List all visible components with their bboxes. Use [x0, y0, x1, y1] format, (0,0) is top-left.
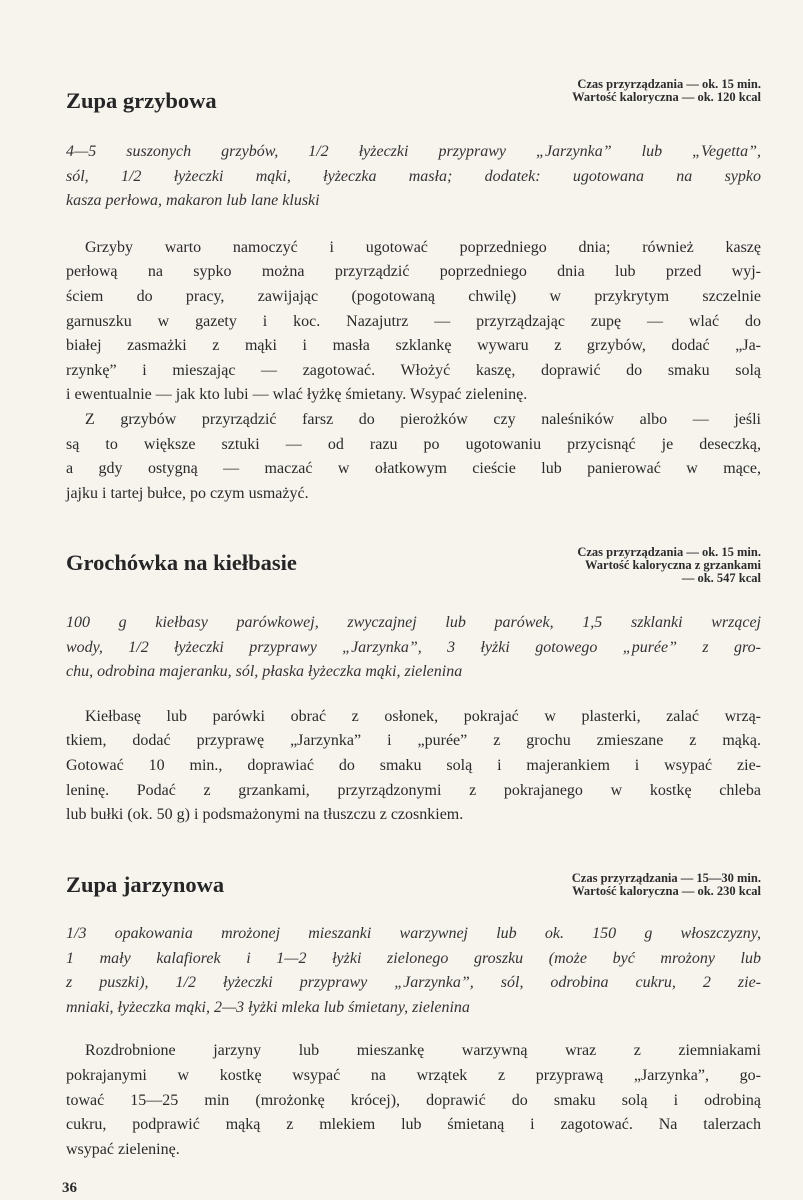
instructions [66, 1039, 761, 1162]
recipe-header [66, 862, 761, 902]
recipe-title: Zupa jarzynowa [66, 872, 225, 897]
instructions-line: Gotować 10 min., doprawiać do smaku solą i majerankiem i wsypać zie- [66, 756, 761, 774]
prep-time: Czas przyrządzania — ok. 15 min. [577, 77, 761, 91]
ingredients-line: chu, odrobina majeranku, sól, płaska łyżeczka mąki, zielenina [66, 663, 463, 681]
recipe-header [66, 540, 761, 592]
instructions-line: wsypać zieleninę. [66, 1140, 180, 1158]
instructions-line: Grzyby warto namoczyć i ugotować poprzedniego dnia; również kaszę [85, 238, 761, 256]
instructions-line: tkiem, dodać przyprawę „Jarzynka” i „purée” z grochu zmieszane z mąką. [66, 732, 761, 750]
ingredients [66, 140, 761, 214]
ingredients-line: kasza perłowa, makaron lub lane kluski [66, 192, 320, 210]
ingredients [66, 611, 761, 685]
recipe-zupa-jarzynowa [66, 862, 761, 1162]
ingredients-line: sól, 1/2 łyżeczki mąki, łyżeczka masła; dodatek: ugotowana na sypko [66, 167, 761, 185]
calories: Wartość kaloryczna — ok. 230 kcal [572, 884, 761, 898]
recipe-header [66, 78, 761, 118]
instructions-line: perłową na sypko można przyrządzić poprzedniego dnia lub przed wyj- [66, 263, 761, 281]
instructions-line: Z grzybów przyrządzić farsz do pierożków czy naleśników albo — jeśli [85, 410, 761, 428]
recipe-meta [572, 78, 761, 104]
calories: Wartość kaloryczna z grzankami [584, 558, 761, 572]
instructions-line: garnuszku w gazety i koc. Nazajutrz — przyrządzając zupę — wlać do [66, 312, 761, 330]
instructions-line: leninę. Podać z grzankami, przyrządzonymi z pokrajanego w kostkę chleba [66, 781, 761, 799]
ingredients-line: 1 mały kalafiorek i 1—2 łyżki zielonego groszku (może być mrożony lub [66, 949, 761, 967]
recipe-title: Grochówka na kiełbasie [66, 550, 297, 575]
ingredients-line: mniaki, łyżeczka mąki, 2—3 łyżki mleka lub śmietany, zielenina [66, 998, 470, 1016]
instructions [66, 705, 761, 828]
instructions-line: są to większe sztuki — od razu po ugotowaniu przycisnąć je deseczką, [66, 435, 761, 453]
ingredients [66, 922, 761, 1020]
instructions-line: lub bułki (ok. 50 g) i podsmażonymi na tłuszczu z czosnkiem. [66, 806, 464, 824]
instructions-line: Kiełbasę lub parówki obrać z osłonek, pokrajać w plasterki, zalać wrzą- [85, 707, 761, 725]
instructions-line: ściem do pracy, zawijając (pogotowaną chwilę) w przykrytym szczelnie [66, 287, 761, 305]
instructions [66, 236, 761, 507]
instructions-line: białej zasmażki z mąki i masła szklankę wywaru z grzybów, dodać „Ja- [66, 337, 761, 355]
instructions-line: a gdy ostygną — maczać w ołatkowym cieście lub panierować w mące, [66, 460, 761, 478]
recipe-title: Zupa grzybowa [66, 88, 217, 113]
prep-time: Czas przyrządzania — ok. 15 min. [577, 545, 761, 559]
instructions-line: i ewentualnie — jak kto lubi — wlać łyżkę śmietany. Wsypać zieleninę. [66, 386, 528, 404]
ingredients-line: 4—5 suszonych grzybów, 1/2 łyżeczki przyprawy „Jarzynka” lub „Vegetta”, [66, 143, 761, 160]
recipe-meta [577, 546, 761, 585]
recipe-zupa-grzybowa [66, 78, 761, 506]
ingredients-line: wody, 1/2 łyżeczki przyprawy „Jarzynka”, 3 łyżki gotowego „purée” z gro- [66, 638, 761, 656]
ingredients-line: 1/3 opakowania mrożonej mieszanki warzywnej lub ok. 150 g włoszczyzny, [66, 925, 761, 942]
instructions-line: tować 15—25 min (mrożonkę krócej), doprawić do smaku solą i odrobiną [66, 1091, 761, 1109]
calories-value: — ok. 547 kcal [681, 571, 761, 585]
calories: Wartość kaloryczna — ok. 120 kcal [572, 90, 761, 104]
instructions-line: cukru, podprawić mąką z mlekiem lub śmietaną i zagotować. Na talerzach [66, 1116, 761, 1134]
page-number: 36 [62, 1180, 77, 1196]
ingredients-line: 100 g kiełbasy parówkowej, zwyczajnej lub parówek, 1,5 szklanki wrzącej [66, 614, 761, 631]
prep-time: Czas przyrządzania — 15—30 min. [571, 871, 761, 885]
instructions-line: Rozdrobnione jarzyny lub mieszankę warzywną wraz z ziemniakami [85, 1042, 761, 1060]
instructions-line: pokrajanymi w kostkę wsypać na wrzątek z przyprawą „Jarzynka”, go- [66, 1066, 761, 1084]
recipe-grochowka [66, 540, 761, 828]
ingredients-line: z puszki), 1/2 łyżeczki przyprawy „Jarzynka”, sól, odrobina cukru, 2 zie- [66, 974, 761, 992]
recipe-meta [572, 872, 761, 898]
instructions-line: rzynkę” i mieszając — zagotować. Włożyć kaszę, doprawić do smaku solą [66, 361, 761, 379]
instructions-line: jajku i tartej bułce, po czym usmażyć. [66, 484, 309, 502]
